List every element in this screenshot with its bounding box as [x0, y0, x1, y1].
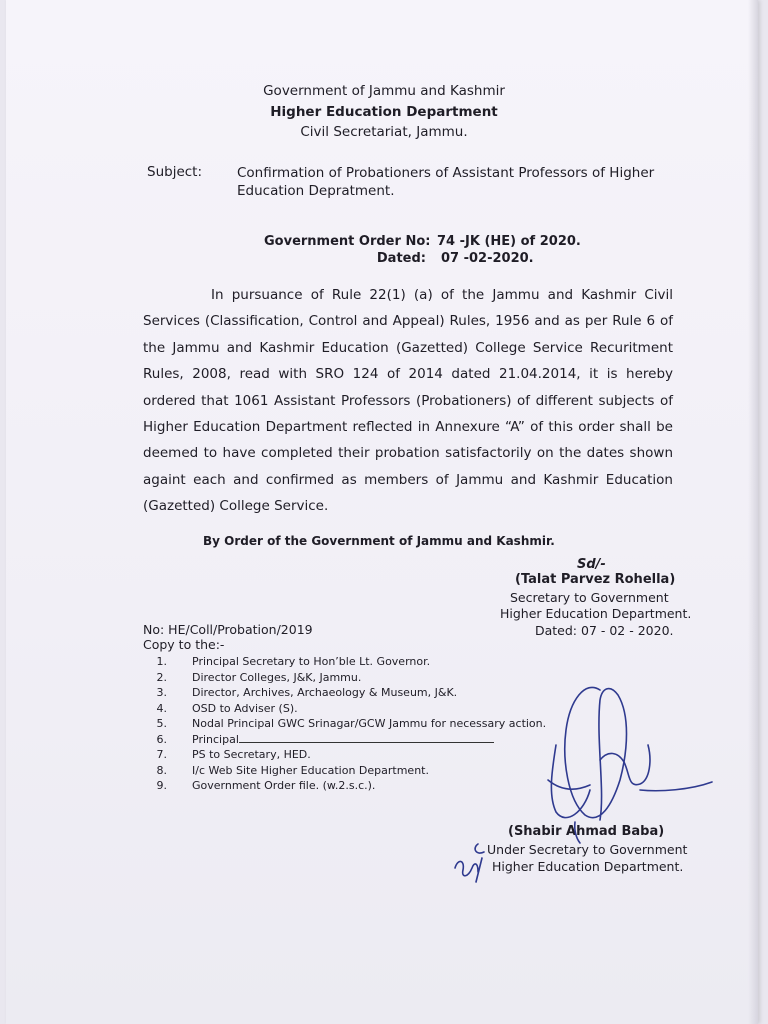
- page-edge-shadow: [748, 0, 758, 1024]
- signatory-department: Higher Education Department.: [500, 606, 692, 621]
- list-item: 3. Director, Archives, Archaeology & Museum, J&K.: [156, 686, 458, 699]
- under-secretary-department: Higher Education Department.: [492, 859, 684, 874]
- header-department: Higher Education Department: [270, 104, 498, 120]
- list-item: 6. Principal: [140, 732, 546, 748]
- subject-label: Subject:: [147, 164, 203, 180]
- list-item: 4. OSD to Adviser (S).: [156, 701, 298, 715]
- subject-text: Confirmation of Probationers of Assistant Professors of Higher Education Depratment.: [237, 165, 655, 199]
- signatory-name: (Talat Parvez Rohella): [515, 572, 676, 587]
- signatory-title: Secretary to Government: [510, 590, 669, 605]
- list-item: 1. Principal Secretary to Hon’ble Lt. Governor.: [156, 655, 431, 668]
- list-item: 2. Director Colleges, J&K, Jammu.: [156, 670, 362, 684]
- order-body-paragraph: In pursuance of Rule 22(1) (a) of the Jammu and Kashmir Civil Services (Classification, Control and Appeal) Rules, 1956 and as per Rule 6 of the Jammu and Kashmir Education (Gazetted) College Service Recuritment Rules, 2008, read with SRO 124 of 2014 dated 21.04.2014, it is hereby ordered that 1061 Assistant Professors (Probationers) of different subjects of Higher Education Department reflected in Annexure “A” of this order shall be deemed to have completed their probation satisfactorily on the dates shown againt each and confirmed as members of Jammu and Kashmir Education (Gazetted) College Service.: [143, 287, 673, 515]
- order-date-label: Dated:: [376, 251, 426, 266]
- fill-in-line: [239, 732, 494, 743]
- order-number-value: 74 -JK (HE) of 2020.: [437, 234, 581, 249]
- order-number-label: Government Order No:: [264, 234, 431, 249]
- signatory-date: Dated: 07 - 02 - 2020.: [535, 623, 674, 638]
- list-item: 8. I/c Web Site Higher Education Department.: [156, 763, 429, 777]
- list-item: 9. Government Order file. (w.2.s.c.).: [156, 779, 376, 792]
- list-item: 5. Nodal Principal GWC Srinagar/GCW Jammu for necessary action.: [156, 717, 547, 730]
- by-order-line: By Order of the Government of Jammu and Kashmir.: [203, 534, 555, 548]
- list-item: 7. PS to Secretary, HED.: [156, 748, 311, 761]
- header-government: Government of Jammu and Kashmir: [263, 83, 505, 99]
- order-date-value: 07 -02-2020.: [441, 251, 534, 266]
- copy-list: [140, 654, 546, 794]
- under-secretary-name: (Shabir Ahmad Baba): [508, 824, 665, 839]
- copy-to-label: Copy to the:-: [143, 637, 225, 652]
- under-secretary-title: Under Secretary to Government: [487, 842, 688, 857]
- header-secretariat: Civil Secretariat, Jammu.: [300, 124, 468, 140]
- signed-mark: Sd/-: [577, 557, 606, 572]
- reference-number: No: HE/Coll/Probation/2019: [143, 622, 313, 637]
